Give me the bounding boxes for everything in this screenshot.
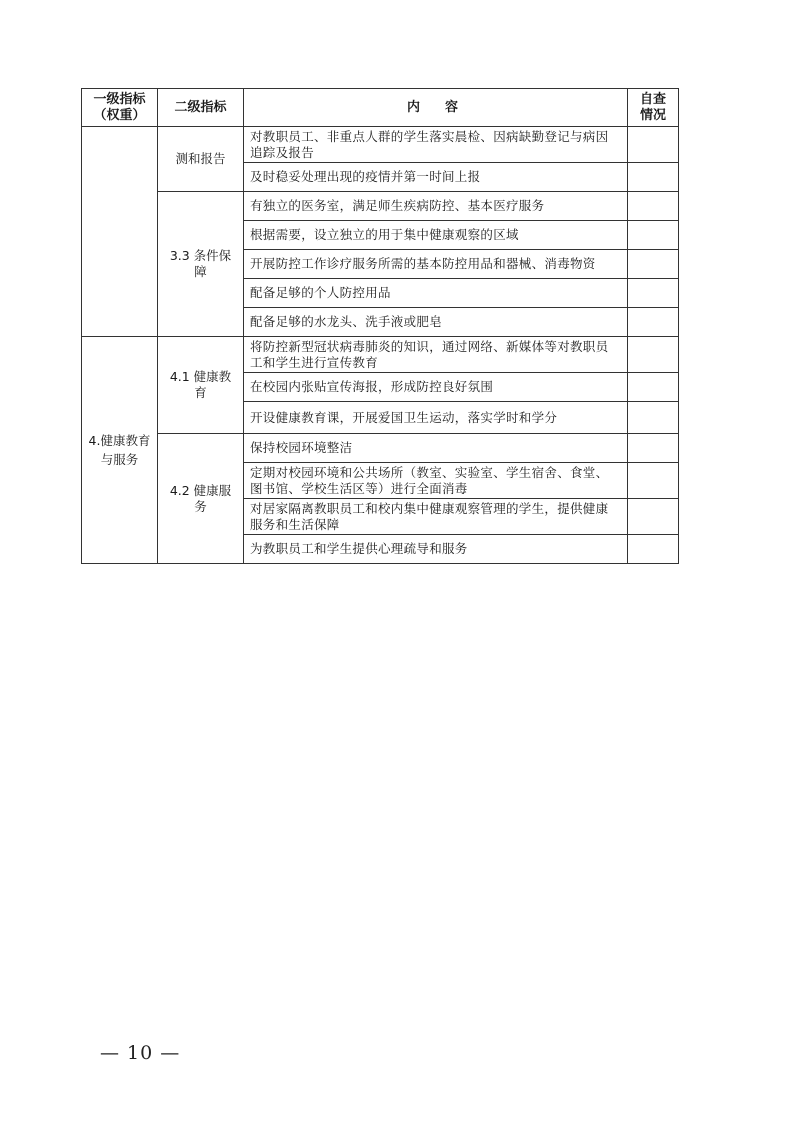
check-cell[interactable] [628,535,679,564]
table-row [82,434,679,463]
header-content-text: 内 容 [406,99,464,115]
check-cell[interactable] [628,402,679,434]
table-header-row [82,89,679,127]
level2-text: 测和报告 [175,151,226,166]
level2-cell [158,127,244,192]
check-cell[interactable] [628,337,679,373]
content-text: 及时稳妥处理出现的疫情并第一时间上报 [250,169,481,184]
check-cell[interactable] [628,192,679,221]
content-text: 对教职员工、非重点人群的学生落实晨检、因病缺勤登记与病因追踪及报告 [250,128,609,160]
header-content [244,89,628,127]
content-cell [244,535,628,564]
header-level2 [158,89,244,127]
check-cell[interactable] [628,463,679,499]
content-cell [244,463,628,499]
level2-text: 4.2 健康服务 [169,482,232,514]
content-cell [244,127,628,163]
content-cell [244,373,628,402]
header-check [628,89,679,127]
level2-cell [158,337,244,434]
check-cell[interactable] [628,279,679,308]
content-cell [244,221,628,250]
content-cell [244,250,628,279]
content-cell [244,434,628,463]
level2-text: 4.1 健康教育 [169,369,232,400]
check-cell[interactable] [628,127,679,163]
check-cell[interactable] [628,373,679,402]
header-level1-text: 一级指标 （权重） [93,91,146,123]
content-text: 为教职员工和学生提供心理疏导和服务 [250,541,468,556]
check-cell[interactable] [628,434,679,463]
level1-cell [82,337,158,564]
level1-cell-empty [82,127,158,337]
self-check-table [81,88,679,564]
content-cell [244,402,628,434]
level2-cell [158,434,244,564]
content-cell [244,279,628,308]
check-cell[interactable] [628,163,679,192]
content-text: 在校园内张贴宣传海报，形成防控良好氛围 [250,379,494,394]
content-text: 根据需要，设立独立的用于集中健康观察的区域 [250,227,519,242]
page-number: — 10 — [100,1042,181,1064]
header-level1 [82,89,158,127]
content-text: 有独立的医务室，满足师生疾病防控、基本医疗服务 [250,198,545,213]
content-text: 开展防控工作诊疗服务所需的基本防控用品和器械、消毒物资 [250,256,596,271]
content-text: 配备足够的个人防控用品 [250,285,391,300]
content-cell [244,499,628,535]
table-row [82,337,679,373]
content-text: 保持校园环境整洁 [250,440,353,455]
check-cell[interactable] [628,250,679,279]
level2-text: 3.3 条件保障 [169,248,232,279]
table-row [82,127,679,163]
content-cell [244,192,628,221]
table-row [82,192,679,221]
level1-text: 4.健康教育与服务 [88,433,151,467]
content-cell [244,308,628,337]
content-text: 定期对校园环境和公共场所（教室、实验室、学生宿舍、食堂、图书馆、学校生活区等）进行全面消毒 [250,464,609,496]
content-cell [244,337,628,373]
content-cell [244,163,628,192]
content-text: 将防控新型冠状病毒肺炎的知识，通过网络、新媒体等对教职员工和学生进行宣传教育 [250,338,609,370]
content-text: 开设健康教育课，开展爱国卫生运动，落实学时和学分 [250,409,558,425]
content-text: 对居家隔离教职员工和校内集中健康观察管理的学生，提供健康服务和生活保障 [250,500,609,532]
content-text: 配备足够的水龙头、洗手液或肥皂 [250,314,443,329]
header-check-text: 自查 情况 [639,91,666,123]
check-cell[interactable] [628,308,679,337]
check-cell[interactable] [628,499,679,535]
header-level2-text: 二级指标 [174,99,227,115]
check-cell[interactable] [628,221,679,250]
level2-cell [158,192,244,337]
